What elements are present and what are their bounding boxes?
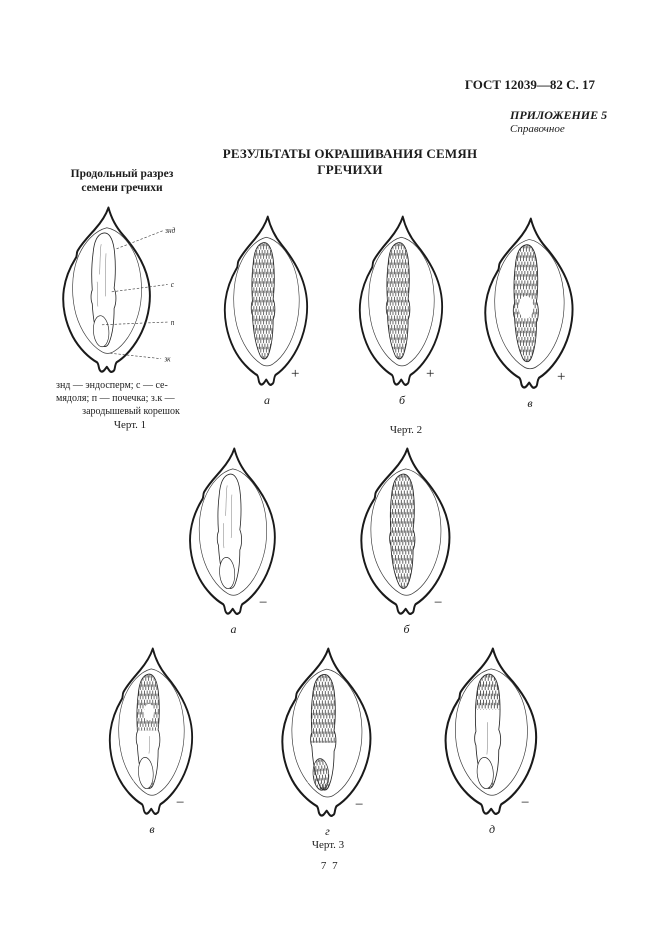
seed-illustration — [182, 444, 285, 619]
figure1-heading-line2: семени гречихи — [81, 182, 163, 194]
seed-illustration — [437, 644, 547, 819]
figure1-legend — [56, 379, 206, 418]
embryo — [91, 233, 116, 348]
seed-illustration — [352, 212, 452, 390]
figure3-caption: Черт. 3 — [311, 839, 345, 851]
part-label-radicle: зк — [164, 354, 171, 364]
seed-illustration — [217, 212, 317, 390]
seed-drawing — [352, 212, 452, 390]
seed-illustration — [102, 644, 202, 819]
appendix-block — [510, 108, 607, 135]
part-label-endosperm: знд — [165, 225, 176, 236]
appendix-type: Справочное — [510, 123, 565, 135]
viability-mark: − — [259, 595, 268, 611]
seed-letter-label: а — [264, 393, 270, 407]
viability-mark: + — [291, 366, 300, 382]
page-title: РЕЗУЛЬТАТЫ ОКРАШИВАНИЯ СЕМЯН ГРЕЧИХИ — [222, 146, 478, 177]
seed-drawing — [217, 212, 317, 390]
viability-mark: − — [434, 595, 443, 611]
seed-letter-label: д — [488, 822, 496, 836]
seed-letter-label: б — [403, 622, 410, 636]
figure1-heading-line1: Продольный разрез — [70, 168, 174, 180]
page-header: ГОСТ 12039—82 С. 17 — [464, 77, 595, 92]
seed-letter-label: б — [398, 393, 406, 407]
seed-drawing — [182, 444, 285, 619]
seed-illustration — [353, 444, 460, 619]
part-label-plumule: п — [170, 317, 175, 327]
embryo — [217, 474, 241, 589]
seed-illustration — [477, 214, 583, 393]
seed-letter-label: в — [149, 822, 155, 836]
viability-mark: + — [426, 366, 435, 382]
page-number: 7 7 — [320, 860, 340, 872]
seed-letter-label: а — [230, 622, 237, 636]
figure1-caption: Черт. 1 — [113, 419, 147, 431]
viability-mark: − — [176, 795, 185, 811]
seed-letter-label: г — [325, 824, 330, 838]
seed-drawing — [437, 644, 547, 819]
part-label-cotyledon: с — [170, 279, 175, 290]
seed-drawing — [477, 214, 583, 393]
seed-drawing — [102, 644, 202, 819]
viability-mark: − — [355, 797, 364, 813]
appendix-label: ПРИЛОЖЕНИЕ 5 — [510, 108, 608, 122]
figure1-seed-diagram — [55, 203, 187, 377]
seed-drawing — [353, 444, 460, 619]
figure1-heading — [56, 167, 188, 195]
seed-drawing — [274, 644, 381, 821]
legend-line3: зародышевый корешок — [82, 406, 180, 417]
legend-line1: знд — эндосперм; с — се- — [56, 380, 168, 391]
figure2-caption: Черт. 2 — [389, 424, 423, 436]
seed-letter-label: в — [527, 396, 533, 410]
viability-mark: + — [557, 369, 566, 385]
legend-line2: мядоля; п — почечка; з.к — — [56, 393, 175, 404]
seed-illustration — [274, 644, 381, 821]
viability-mark: − — [521, 795, 530, 811]
